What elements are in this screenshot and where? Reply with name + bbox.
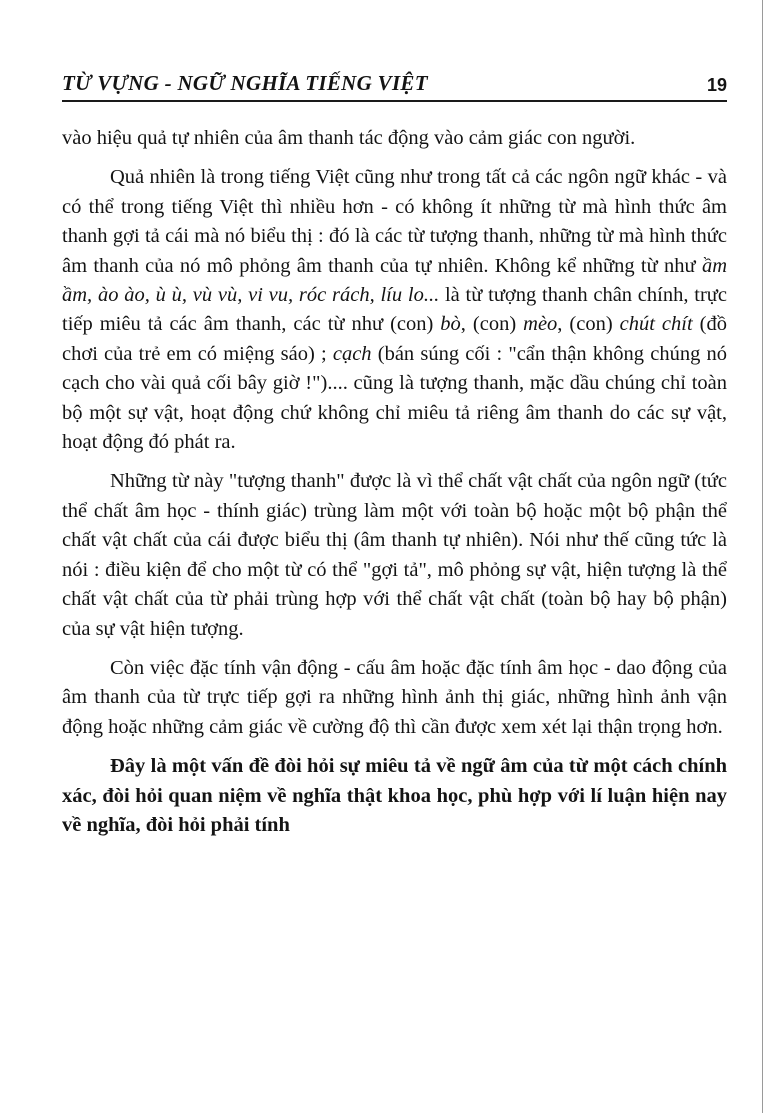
running-title: TỪ VỰNG - NGỮ NGHĨA TIẾNG VIỆT [62, 71, 428, 95]
page-number: 19 [706, 75, 727, 95]
italic-term: ầm ầm, ào ào, ù ù, vù vù, vi vu, róc rách, líu lo... [62, 254, 727, 307]
text-run: , (con) [460, 313, 524, 336]
page-header [62, 66, 727, 102]
italic-term: cạch [332, 342, 372, 365]
paragraph-2 [62, 163, 727, 457]
paragraph-3: Những từ này "tượng thanh" được là vì thể chất vật chất của ngôn ngữ (tức thể chất âm học - thính giác) trùng làm một với toàn bộ hoặc một bộ phận thể chất vật chất của cái được biểu thị (âm thanh tự nhiên). Nói như thế cũng tức là nói : điều kiện để cho một từ có thể "gợi tả", mô phỏng sự vật, hiện tượng là thể chất vật chất của từ phải trùng hợp với thể chất vật chất (toàn bộ hay bộ phận) của sự vật hiện tượng. [62, 470, 727, 640]
text-run: (bán súng cối : "cẩn thận không chúng nó cạch cho vài quả cối bây giờ !").... cũng là tượng thanh, mặc dầu chúng chỉ toàn bộ một sự vật, hoạt động chứ không chỉ miêu tả riêng âm thanh do các sự vật, hoạt động đó phát ra. [62, 342, 728, 454]
paragraph-4: Còn việc đặc tính vận động - cấu âm hoặc đặc tính âm học - dao động của âm thanh của từ trực tiếp gợi ra những hình ảnh thị giác, những hình ảnh vận động hoặc những cảm giác về cường độ thì cần được xem xét lại thận trọng hơn. [62, 656, 727, 738]
paragraph-1: vào hiệu quả tự nhiên của âm thanh tác động vào cảm giác con người. [62, 127, 636, 149]
body-text [62, 124, 727, 850]
text-run: Quả nhiên là trong tiếng Việt cũng như trong tất cả các ngôn ngữ khác - và có thể trong tiếng Việt thì nhiều hơn - có không ít những từ mà hình thức âm thanh gợi tả cái mà nó biểu thị : đó là các từ tượng thanh, những từ mà hình thức âm thanh của nó mô phỏng âm thanh của tự nhiên. Không kể những từ như [62, 166, 727, 277]
text-run: (đồ chơi của trẻ em có miệng sáo) ; [62, 313, 727, 365]
text-run: là từ tượng thanh chân chính, trực tiếp miêu tả các âm thanh, các từ như (con) [62, 284, 727, 336]
page-edge-line [762, 0, 763, 1113]
italic-term: chút chít [619, 313, 693, 336]
text-run: , (con) [557, 313, 620, 336]
italic-term: bò [440, 313, 461, 336]
italic-term: mèo [523, 313, 558, 336]
paragraph-5: Đây là một vấn đề đòi hỏi sự miêu tả về ngữ âm của từ một cách chính xác, đòi hỏi quan niệm về nghĩa thật khoa học, phù hợp với lí luận hiện nay về nghĩa, đòi hỏi phải tính [62, 755, 727, 836]
